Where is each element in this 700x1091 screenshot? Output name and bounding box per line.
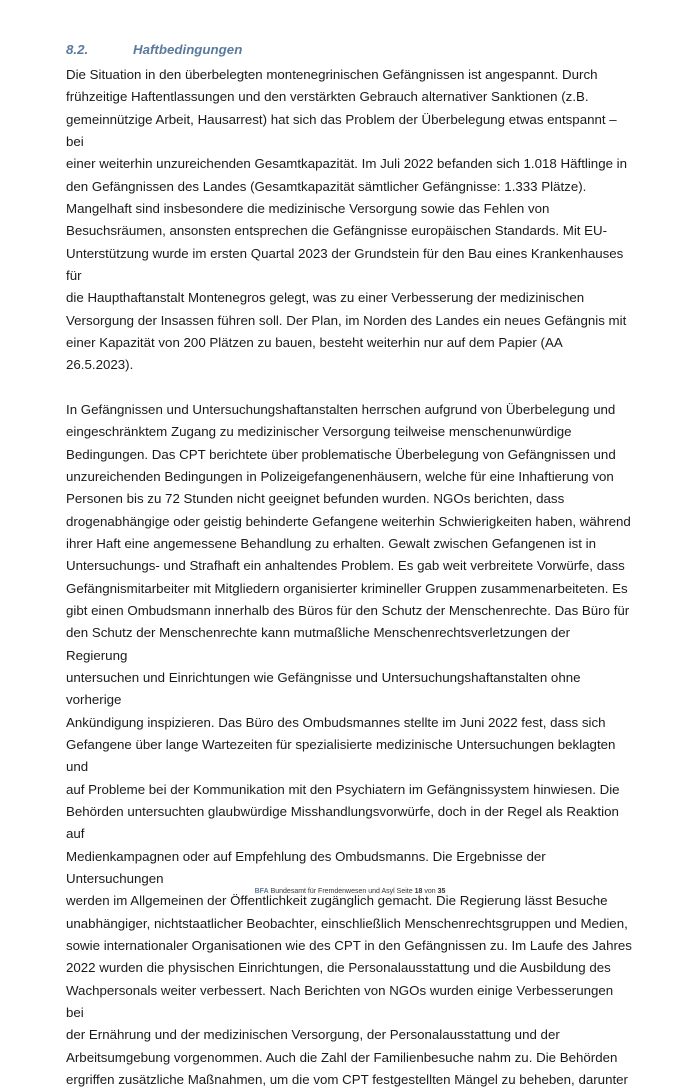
footer-org-name: Bundesamt für Fremdenwesen und Asyl [270,888,395,895]
page-footer [0,888,700,895]
section-title: Haftbedingungen [133,42,243,57]
section-number: 8.2. [66,42,89,57]
section-heading [66,40,632,60]
document-page [66,40,632,1091]
body-paragraph-2: In Gefängnissen und Untersuchungshaftanstalten herrschen aufgrund von Überbelegung und eingeschränktem Zugang zu medizinischer Versorgung teilweise menschenunwürdige Bedingungen. Das CPT berichtete über problematische Überbelegung von Gefängnissen und unzureichenden Bedingungen in Polizeigefangenenhäusern, welche für eine Inhaftierung von Personen bis zu 72 Stunden nicht geeignet befunden wurden. NGOs berichten, dass drogenabhängige oder geistig behinderte Gefangene weiterhin Schwierigkeiten haben, während ihrer Haft eine angemessene Behandlung zu erhalten. Gewalt zwischen Gefangenen ist in Untersuchungs- und Strafhaft ein anhaltendes Problem. Es gab weit verbreitete Vorwürfe, dass Gefängnismitarbeiter mit Mitgliedern organisierter krimineller Gruppen zusammenarbeiteten. Es gibt einen Ombudsmann innerhalb des Büros für den Schutz der Menschenrechte. Das Büro für den Schutz der Menschenrechte kann mutmaßliche Menschenrechtsverletzungen der Regierung untersuchen und Einrichtungen wie Gefängnisse und Untersuchungshaftanstalten ohne vorherige Ankündigung inspizieren. Das Büro des Ombudsmannes stellte im Juni 2022 fest, dass sich Gefangene über lange Wartezeiten für spezialisierte medizinische Untersuchungen beklagten und auf Probleme bei der Kommunikation mit den Psychiatern im Gefängnissystem hinwiesen. Die Behörden untersuchten glaubwürdige Misshandlungsvorwürfe, doch in der Regel als Reaktion auf Medienkampagnen oder auf Empfehlung des Ombudsmanns. Die Ergebnisse der Untersuchungen werden im Allgemeinen der Öffentlichkeit zugänglich gemacht. Die Regierung lässt Besuche unabhängiger, nichtstaatlicher Beobachter, einschließlich Menschenrechtsgruppen und Medien, sowie internationaler Organisationen wie des CPT in den Gefängnissen zu. Im Laufe des Jahres 2022 wurden die physischen Einrichtungen, die Personalausstattung und die Ausbildung des Wachpersonals weiter verbessert. Nach Berichten von NGOs wurden einige Verbesserungen bei der Ernährung und der medizinischen Versorgung, der Personalausstattung und der Arbeitsumgebung vorgenommen. Auch die Zahl der Familienbesuche nahm zu. Die Behörden ergriffen zusätzliche Maßnahmen, um die vom CPT festgestellten Mängel zu beheben, darunter [66,401,632,1088]
body-paragraph-1: Die Situation in den überbelegten montenegrinischen Gefängnissen ist angespannt. Durch frühzeitige Haftentlassungen und den verstärkten Gebrauch alternativer Sanktionen (z.B. gemeinnützige Arbeit, Hausarrest) hat sich das Problem der Überbelegung etwas entspannt – bei einer weiterhin unzureichenden Gesamtkapazität. Im Juli 2022 befanden sich 1.018 Häftlinge in den Gefängnissen des Landes (Gesamtkapazität sämtlicher Gefängnisse: 1.333 Plätze). Mangelhaft sind insbesondere die medizinische Versorgung sowie das Fehlen von Besuchsräumen, ansonsten entsprechen die Gefängnisse europäischen Standards. Mit EU- Unterstützung wurde im ersten Quartal 2023 der Grundstein für den Bau eines Krankenhauses für die Haupthaftanstalt Montenegros gelegt, was zu einer Verbesserung der medizinischen Versorgung der Insassen führen soll. Der Plan, im Norden des Landes ein neues Gefängnis mit einer Kapazität von 200 Plätzen zu bauen, besteht weiterhin nur auf dem Papier (AA 26.5.2023). [66,67,628,373]
footer-page-current: 18 [414,888,423,895]
footer-org-abbr: BFA [254,888,269,895]
footer-page-total: 35 [437,888,446,895]
footer-page-of: von [424,888,436,895]
footer-page-label: Seite [396,888,413,895]
